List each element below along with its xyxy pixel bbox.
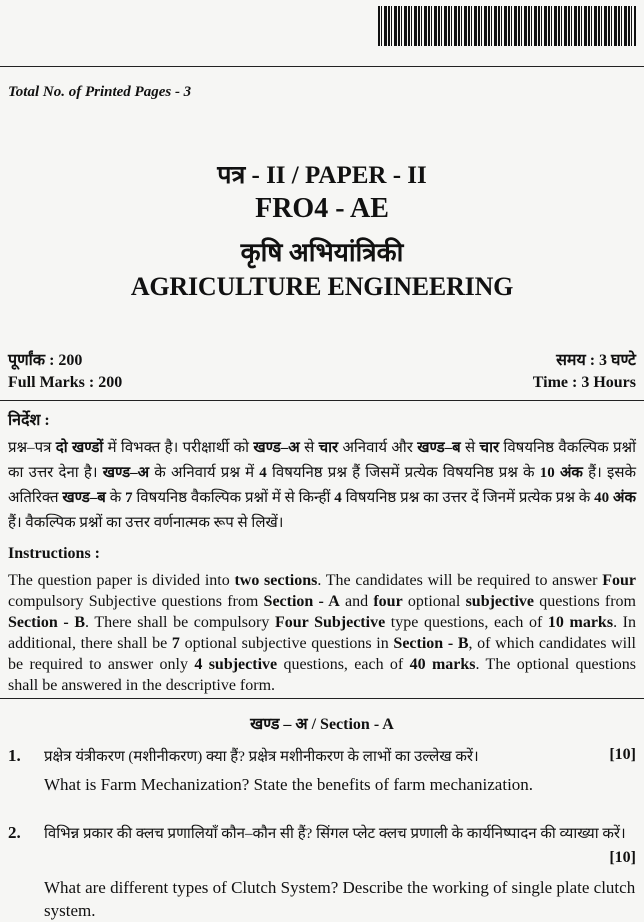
subject-hindi: कृषि अभियांत्रिकी	[240, 238, 404, 267]
section-rule	[0, 698, 644, 699]
paper-title: पत्र - II / PAPER - II	[217, 162, 427, 189]
instructions-hindi: प्रश्न–पत्र दो खण्डों में विभक्त है। परीक्षार्थी को खण्ड–अ से चार अनिवार्य और खण्ड–ब से चार विषयनिष्ठ वैकल्पिक प्रश्नों का उत्तर देना है। खण्ड–अ के अनिवार्य प्रश्न में 4 विषयनिष्ठ प्रश्न हैं जिसमें प्रत्येक विषयनिष्ठ प्रश्न के 10 अंक हैं। इसके अतिरिक्त खण्ड–ब के 7 विषयनिष्ठ वैकल्पिक प्रश्नों में से किन्हीं 4 विषयनिष्ठ प्रश्न का उत्तर दें जिनमें प्रत्येक प्रश्न के 40 अंक हैं। वैकल्पिक प्रश्नों का उत्तर वर्णनात्मक रूप से लिखें।	[8, 440, 636, 531]
top-rule	[0, 66, 644, 67]
question-1-hindi: प्रक्षेत्र यंत्रीकरण (मशीनीकरण) क्या हैं? प्रक्षेत्र मशीनीकरण के लाभों का उल्लेख करें।	[44, 749, 479, 765]
full-marks-english: Full Marks : 200	[8, 374, 123, 391]
question-2-marks: [10]	[609, 849, 636, 866]
full-marks-hindi: पूर्णांक : 200	[8, 352, 83, 369]
meta-rule	[0, 400, 644, 401]
question-2-english: What are different types of Clutch System? Describe the working of single plate clutch system.	[44, 878, 636, 920]
question-1-number: 1.	[8, 746, 21, 765]
subject-english: AGRICULTURE ENGINEERING	[130, 272, 514, 301]
question-2-hindi: विभिन्न प्रकार की क्लच प्रणालियाँ कौन–कौन सी हैं? सिंगल प्लेट क्लच प्रणाली के कार्यनिष्पादन की व्याख्या करें।	[44, 826, 626, 842]
time-hindi: समय : 3 घण्टे	[556, 352, 636, 369]
instructions-english: The question paper is divided into two sections. The candidates will be required to answer Four compulsory Subjective questions from Section - A and four optional subjective questions from Section - B. There shall be compulsory Four Subjective type questions, each of 10 marks. In additional, there shall be 7 optional subjective questions in Section - B, of which candidates will be required to answer only 4 subjective questions, each of 40 marks. The optional questions shall be answered in the descriptive form.	[8, 572, 637, 694]
question-1-english: What is Farm Mechanization? State the benefits of farm mechanization.	[44, 775, 534, 794]
instructions-heading-english: Instructions :	[8, 545, 101, 562]
section-a-heading: खण्ड – अ / Section - A	[250, 716, 394, 733]
paper-code: FRO4 - AE	[255, 193, 389, 224]
total-pages: Total No. of Printed Pages - 3	[8, 84, 192, 100]
instructions-heading-hindi: निर्देश :	[8, 412, 50, 429]
question-1-marks: [10]	[609, 746, 636, 763]
question-2-number: 2.	[8, 823, 21, 842]
barcode	[378, 6, 636, 46]
time-english: Time : 3 Hours	[532, 374, 636, 391]
